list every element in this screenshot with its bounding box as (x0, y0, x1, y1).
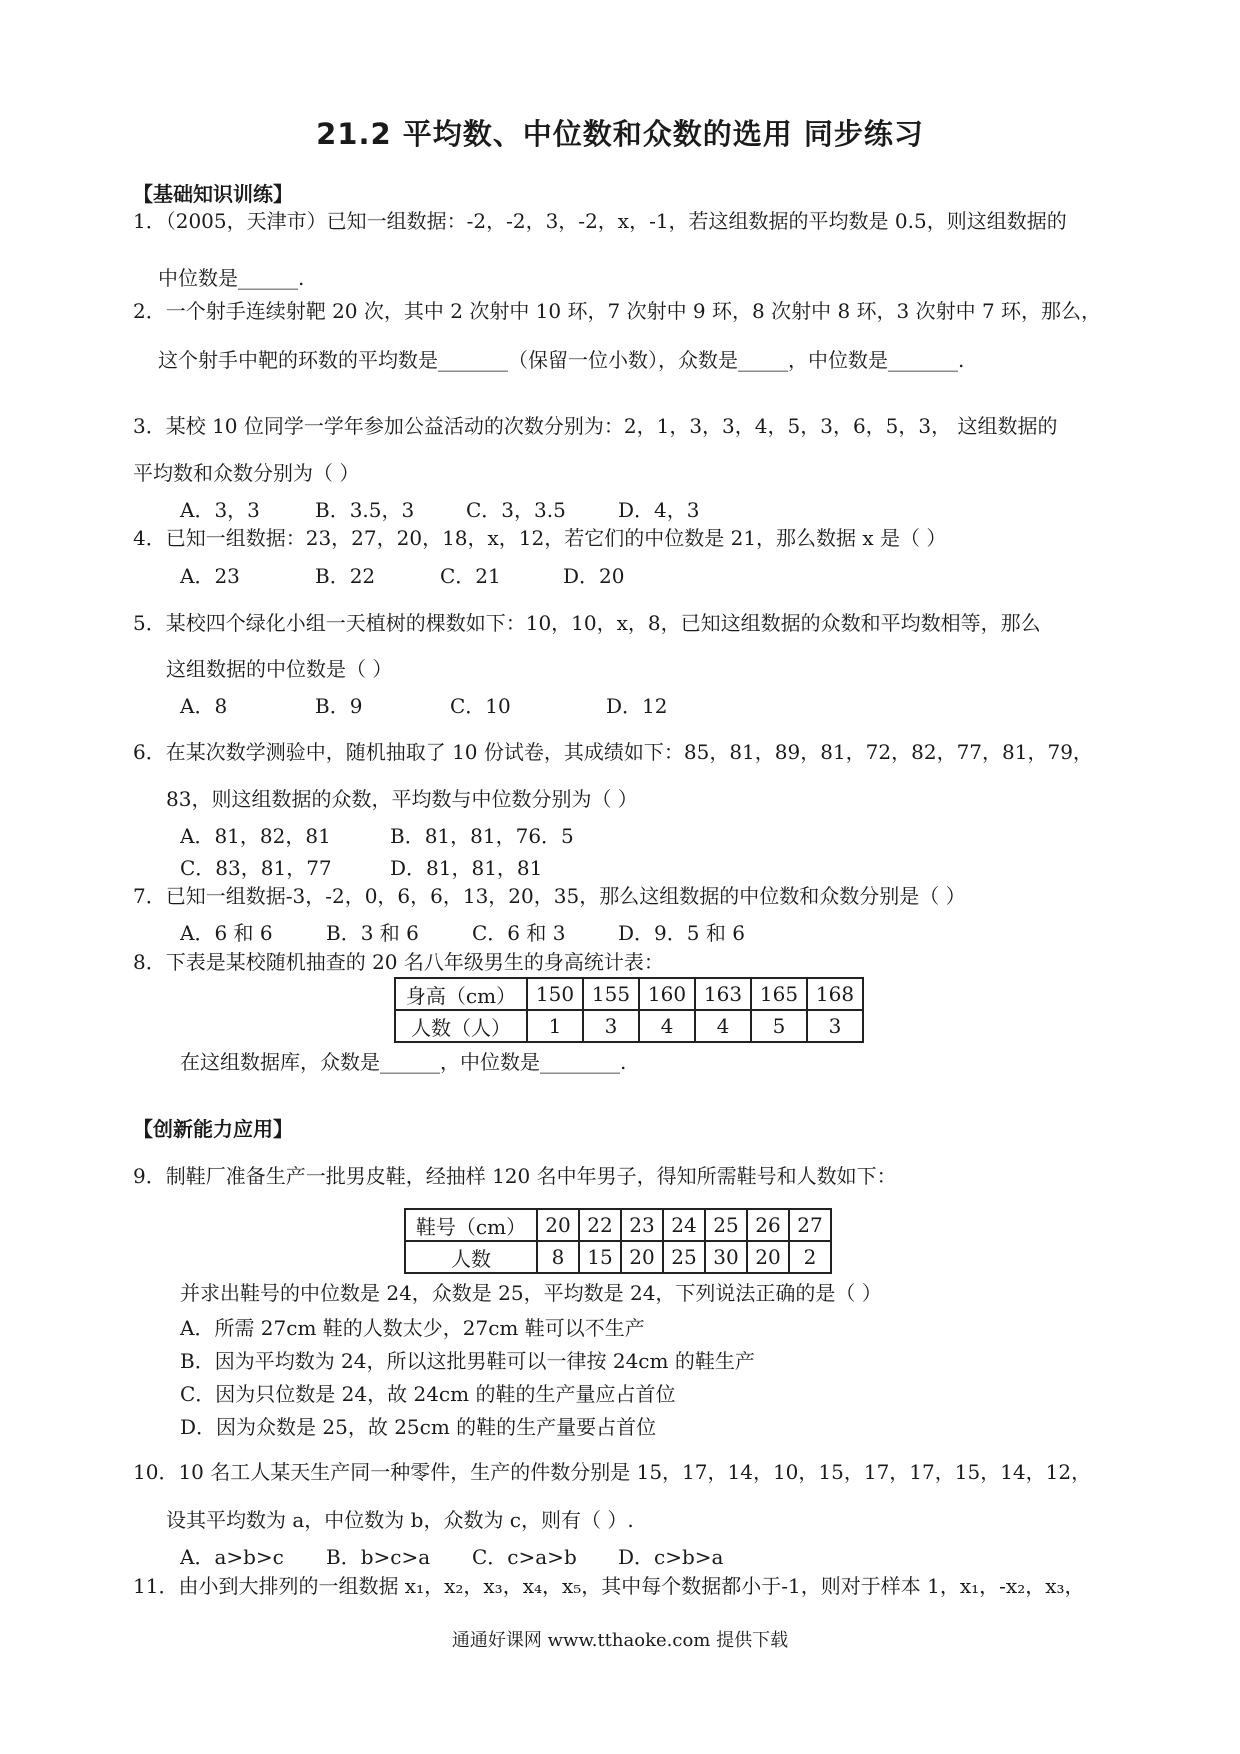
question-7-option-c: C．6 和 3 (472, 921, 566, 945)
table-cell: 1 (527, 1010, 583, 1042)
table-cell: 160 (639, 978, 695, 1010)
question-9-line-1: 9．制鞋厂准备生产一批男皮鞋，经抽样 120 名中年男子，得知所需鞋号和人数如下： (133, 1164, 897, 1188)
question-10-option-c: C．c>a>b (472, 1545, 577, 1569)
question-9-option-b: B．因为平均数为 24，所以这批男鞋可以一律按 24cm 的鞋生产 (180, 1349, 755, 1373)
table-cell: 3 (583, 1010, 639, 1042)
question-4-option-c: C．21 (440, 564, 501, 588)
question-10-option-b: B．b>c>a (326, 1545, 431, 1569)
table-cell: 30 (705, 1241, 747, 1273)
question-9-line-2: 并求出鞋号的中位数是 24，众数是 25，平均数是 24，下列说法正确的是（ ） (180, 1281, 882, 1305)
question-11-line-1: 11．由小到大排列的一组数据 x₁，x₂，x₃，x₄，x₅，其中每个数据都小于-1，则对于样本 1，x₁，-x₂，x₃， (133, 1574, 1085, 1598)
question-10-option-a: A．a>b>c (180, 1545, 284, 1569)
table-cell: 20 (621, 1241, 663, 1273)
question-2-line-1: 2．一个射手连续射靶 20 次，其中 2 次射中 10 环，7 次射中 9 环，8 次射中 8 环，3 次射中 7 环，那么， (133, 299, 1102, 323)
table-cell: 25 (663, 1241, 705, 1273)
question-6-line-1: 6．在某次数学测验中，随机抽取了 10 份试卷，其成绩如下：85，81，89，81，72，82，77，81，79， (133, 740, 1093, 764)
question-4-line-1: 4．已知一组数据：23，27，20，18，x，12，若它们的中位数是 21，那么数据 x 是（ ） (133, 526, 947, 550)
question-1-line-2: 中位数是______. (158, 266, 305, 290)
table-cell: 25 (705, 1209, 747, 1241)
table-cell: 2 (789, 1241, 831, 1273)
table-cell: 155 (583, 978, 639, 1010)
question-4-option-a: A．23 (180, 564, 240, 588)
table-cell: 20 (537, 1209, 579, 1241)
question-5-option-d: D．12 (606, 694, 668, 718)
question-3-option-b: B．3.5，3 (315, 498, 415, 522)
question-4-option-d: D．20 (563, 564, 625, 588)
table-cell: 鞋号（cm） (405, 1209, 537, 1241)
table-cell: 150 (527, 978, 583, 1010)
table-cell: 168 (807, 978, 863, 1010)
question-6-line-2: 83，则这组数据的众数，平均数与中位数分别为（ ） (166, 787, 638, 811)
table-cell: 22 (579, 1209, 621, 1241)
question-5-option-a: A．8 (180, 694, 228, 718)
question-9-option-d: D．因为众数是 25，故 25cm 的鞋的生产量要占首位 (180, 1415, 657, 1439)
section-heading-basic: 【基础知识训练】 (133, 182, 293, 206)
table-cell: 26 (747, 1209, 789, 1241)
page-footer: 通通好课网 www.tthaoke.com 提供下载 (451, 1630, 789, 1651)
table-cell: 3 (807, 1010, 863, 1042)
table-cell: 5 (751, 1010, 807, 1042)
height-statistics-table (394, 977, 864, 1043)
question-8-line-2: 在这组数据库，众数是______，中位数是________. (180, 1050, 627, 1074)
table-cell: 15 (579, 1241, 621, 1273)
question-7-line-1: 7．已知一组数据-3，-2，0，6，6，13，20，35，那么这组数据的中位数和众数分别是（ ） (133, 884, 966, 908)
question-9-option-a: A．所需 27cm 鞋的人数太少，27cm 鞋可以不生产 (180, 1316, 645, 1340)
question-5-line-1: 5．某校四个绿化小组一天植树的棵数如下：10，10，x，8，已知这组数据的众数和平均数相等，那么 (133, 611, 1041, 635)
table-cell: 23 (621, 1209, 663, 1241)
table-row (405, 1241, 831, 1273)
shoe-size-table (404, 1208, 832, 1274)
question-5-line-2: 这组数据的中位数是（ ） (166, 657, 393, 681)
question-6-option-b: B．81，81，76．5 (390, 824, 574, 848)
question-7-option-d: D．9．5 和 6 (618, 921, 745, 945)
table-cell: 20 (747, 1241, 789, 1273)
question-3-option-c: C．3，3.5 (466, 498, 566, 522)
table-row (395, 978, 863, 1010)
question-2-line-2: 这个射手中靶的环数的平均数是_______（保留一位小数），众数是_____，中位数是_______. (158, 348, 965, 372)
table-cell: 163 (695, 978, 751, 1010)
table-row (395, 1010, 863, 1042)
question-10-line-2: 设其平均数为 a，中位数为 b，众数为 c，则有（ ）. (166, 1508, 634, 1532)
question-8-line-1: 8．下表是某校随机抽查的 20 名八年级男生的身高统计表： (133, 950, 664, 974)
question-7-option-a: A．6 和 6 (180, 921, 273, 945)
question-6-option-c: C．83，81，77 (180, 856, 332, 880)
question-5-option-b: B．9 (315, 694, 363, 718)
question-1-line-1: 1．（2005，天津市）已知一组数据：-2，-2，3，-2，x，-1，若这组数据的平均数是 0.5，则这组数据的 (133, 209, 1067, 233)
table-cell: 4 (639, 1010, 695, 1042)
table-cell: 人数（人） (395, 1010, 527, 1042)
question-5-option-c: C．10 (450, 694, 511, 718)
table-cell: 27 (789, 1209, 831, 1241)
question-3-line-2: 平均数和众数分别为（ ） (133, 461, 360, 485)
question-10-line-1: 10．10 名工人某天生产同一种零件，生产的件数分别是 15，17，14，10，15，17，17，15，14，12， (133, 1460, 1092, 1484)
table-cell: 24 (663, 1209, 705, 1241)
page-title: 21.2 平均数、中位数和众数的选用 同步练习 (316, 117, 924, 151)
question-3-line-1: 3．某校 10 位同学一学年参加公益活动的次数分别为：2，1，3，3，4，5，3，6，5，3， 这组数据的 (133, 414, 1058, 438)
question-6-option-d: D．81，81，81 (390, 856, 543, 880)
question-6-option-a: A．81，82，81 (180, 824, 331, 848)
table-cell: 4 (695, 1010, 751, 1042)
question-7-option-b: B．3 和 6 (326, 921, 419, 945)
question-9-option-c: C．因为只位数是 24，故 24cm 的鞋的生产量应占首位 (180, 1382, 676, 1406)
table-cell: 身高（cm） (395, 978, 527, 1010)
table-row (405, 1209, 831, 1241)
question-3-option-a: A．3，3 (180, 498, 260, 522)
table-cell: 人数 (405, 1241, 537, 1273)
section-heading-innovation: 【创新能力应用】 (133, 1117, 293, 1141)
table-cell: 8 (537, 1241, 579, 1273)
question-4-option-b: B．22 (315, 564, 376, 588)
table-cell: 165 (751, 978, 807, 1010)
question-3-option-d: D．4，3 (618, 498, 700, 522)
question-10-option-d: D．c>b>a (618, 1545, 724, 1569)
